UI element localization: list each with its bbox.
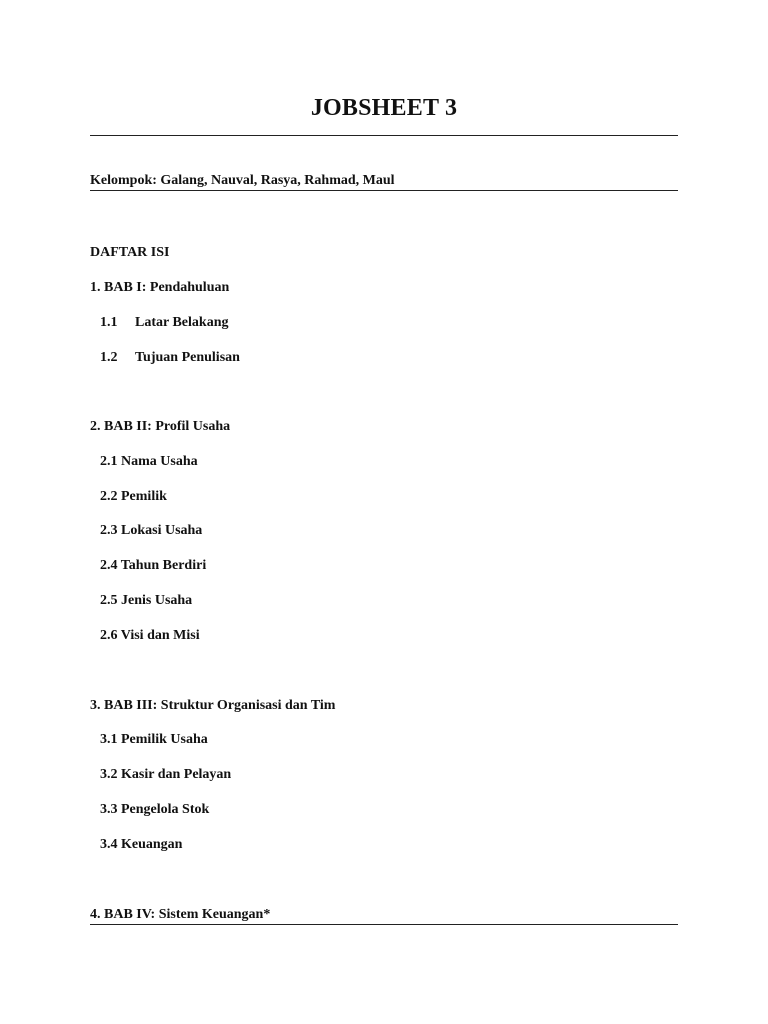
- toc-item: 2.3 Lokasi Usaha: [100, 523, 203, 538]
- toc-item: 2.4 Tahun Berdiri: [100, 558, 207, 573]
- toc-item: 2.6 Visi dan Misi: [100, 628, 200, 643]
- toc-chapter-3: 3. BAB III: Struktur Organisasi dan Tim: [90, 698, 336, 713]
- toc-item: 3.4 Keuangan: [100, 837, 183, 852]
- toc-item-number: 1.1: [100, 315, 118, 330]
- bottom-divider: [90, 924, 678, 925]
- toc-item-label: Latar Belakang: [135, 315, 229, 330]
- toc-chapter-1: 1. BAB I: Pendahuluan: [90, 280, 230, 295]
- group-members-line: Kelompok: Galang, Nauval, Rasya, Rahmad, Maul: [90, 173, 395, 188]
- toc-heading: DAFTAR ISI: [90, 245, 170, 260]
- group-divider: [90, 190, 678, 191]
- toc-item: 3.3 Pengelola Stok: [100, 802, 210, 817]
- toc-chapter-4: 4. BAB IV: Sistem Keuangan*: [90, 907, 271, 922]
- toc-item: 2.5 Jenis Usaha: [100, 593, 193, 608]
- toc-item-label: Tujuan Penulisan: [135, 350, 240, 365]
- toc-item: 2.2 Pemilik: [100, 489, 167, 504]
- toc-item: 3.2 Kasir dan Pelayan: [100, 767, 232, 782]
- document-title: JOBSHEET 3: [310, 95, 458, 121]
- toc-item: 2.1 Nama Usaha: [100, 454, 198, 469]
- toc-chapter-2: 2. BAB II: Profil Usaha: [90, 419, 231, 434]
- title-divider: [90, 135, 678, 136]
- toc-item-number: 1.2: [100, 350, 118, 365]
- toc-item: 3.1 Pemilik Usaha: [100, 732, 208, 747]
